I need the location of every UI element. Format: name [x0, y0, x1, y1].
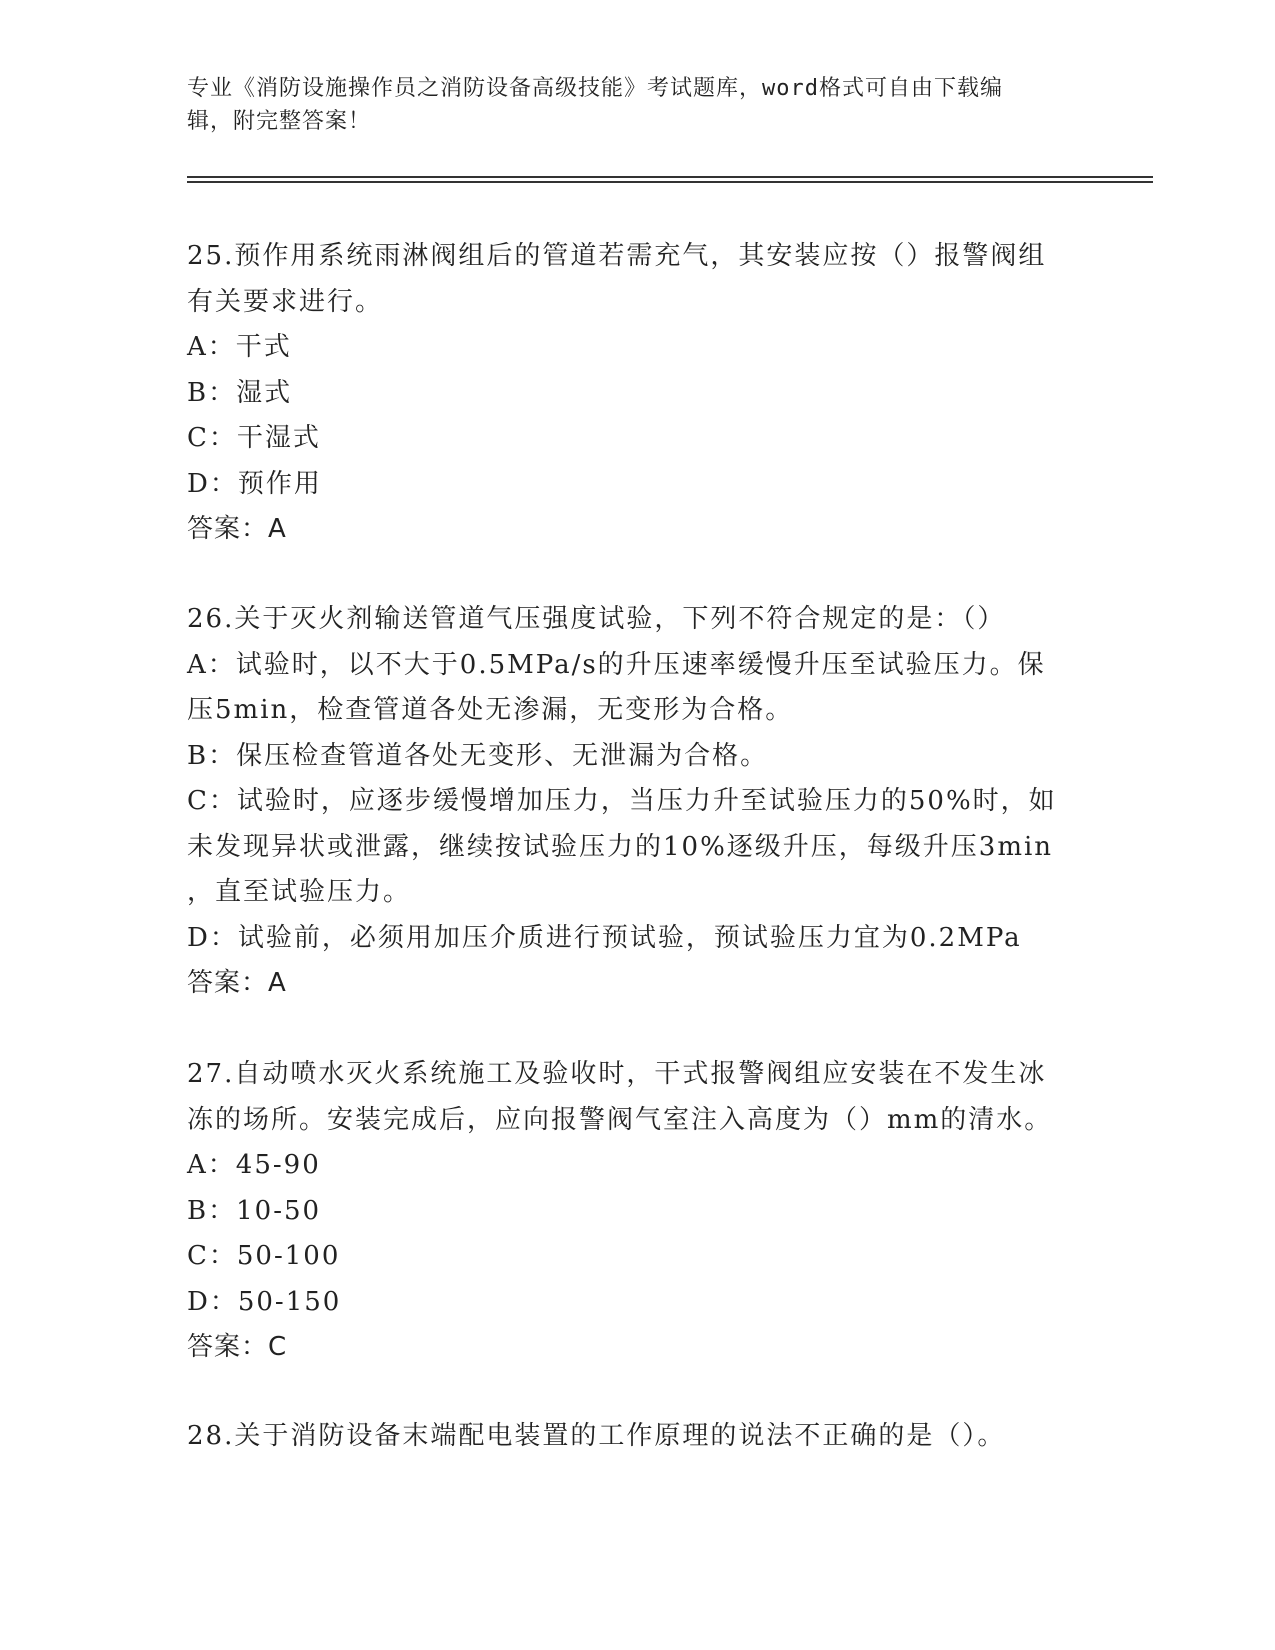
header-divider-top	[187, 176, 1153, 178]
question-26-option-d: D：试验前，必须用加压介质进行预试验，预试验压力宜为0.2MPa	[187, 922, 1022, 953]
question-25-stem-line-2: 有关要求进行。	[187, 286, 384, 317]
question-27-answer: 答案：C	[187, 1332, 288, 1362]
question-28-stem-line-1: 28.关于消防设备末端配电装置的工作原理的说法不正确的是（）。	[187, 1421, 1006, 1451]
question-26-option-a-line-2: 压5min，检查管道各处无渗漏，无变形为合格。	[187, 695, 794, 725]
question-26-stem-line-1: 26.关于灭火剂输送管道气压强度试验，下列不符合规定的是：（）	[187, 604, 1006, 634]
question-25-option-b: B：湿式	[187, 377, 293, 408]
question-26-option-b: B：保压检查管道各处无变形、无泄漏为合格。	[187, 740, 769, 771]
question-27-option-c: C：50-100	[187, 1241, 341, 1271]
question-26-option-c-line-1: C：试验时，应逐步缓慢增加压力，当压力升至试验压力的50%时，如	[187, 786, 1057, 816]
question-26-answer: 答案：A	[187, 968, 287, 998]
question-25	[187, 234, 1067, 553]
question-27-option-d: D：50-150	[187, 1286, 342, 1317]
question-28	[187, 1414, 1067, 1460]
question-26-option-a-line-1: A：试验时，以不大于0.5MPa/s的升压速率缓慢升压至试验压力。保	[187, 649, 1046, 680]
header-note-line-2: 辑，附完整答案！	[187, 109, 372, 134]
header-divider-bottom	[187, 181, 1153, 183]
question-27-stem-line-1: 27.自动喷水灭火系统施工及验收时，干式报警阀组应安装在不发生冰	[187, 1059, 1047, 1089]
question-27-option-a: A：45-90	[187, 1150, 321, 1180]
header-note	[187, 72, 1067, 138]
question-27-stem-line-2: 冻的场所。安装完成后，应向报警阀气室注入高度为（）mm的清水。	[187, 1104, 1053, 1135]
question-25-option-c: C：干湿式	[187, 423, 321, 453]
header-note-line-1: 专业《消防设施操作员之消防设备高级技能》考试题库，word格式可自由下载编	[187, 76, 1003, 101]
question-26-option-c-line-3: ，直至试验压力。	[187, 877, 412, 907]
question-25-option-a: A：干式	[187, 332, 292, 362]
question-25-stem-line-1: 25.预作用系统雨淋阀组后的管道若需充气，其安装应按（）报警阀组	[187, 241, 1047, 271]
question-26	[187, 597, 1067, 1007]
question-25-option-d: D：预作用	[187, 468, 322, 499]
question-25-answer: 答案：A	[187, 514, 287, 544]
question-26-option-c-line-2: 未发现异状或泄露，继续按试验压力的10%逐级升压，每级升压3min	[187, 831, 1054, 862]
question-27	[187, 1052, 1067, 1371]
question-27-option-b: B：10-50	[187, 1195, 322, 1226]
